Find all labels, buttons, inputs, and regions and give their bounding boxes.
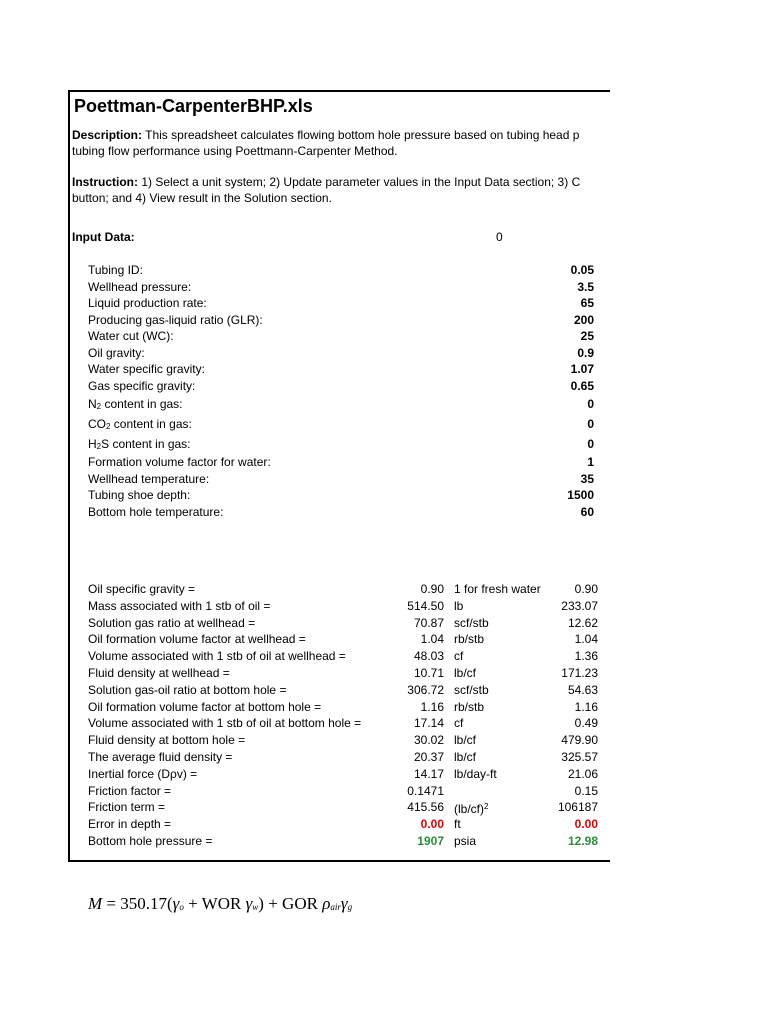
solution-row [88, 615, 610, 632]
input-data-flag: 0 [496, 230, 503, 244]
formula-sub-w: w [252, 902, 259, 912]
solution-value: 0.90 [420, 582, 444, 596]
input-row [88, 295, 598, 312]
input-row [88, 487, 598, 504]
solution-value: 14.17 [413, 766, 444, 781]
solution-unit [454, 682, 489, 698]
input-value[interactable]: 1.07 [570, 362, 594, 376]
solution-label: Fluid density at wellhead = [88, 665, 230, 680]
input-label: Bottom hole temperature: [88, 504, 224, 519]
solution-value-alt: 0.49 [574, 716, 598, 731]
solution-label: Friction factor = [88, 783, 172, 798]
input-label: Producing gas-liquid ratio (GLR): [88, 312, 263, 327]
solution-row [88, 799, 610, 816]
solution-label: Mass associated with 1 stb of oil = [88, 598, 271, 613]
input-label-part: N [88, 397, 97, 411]
solution-unit-text: ft [454, 817, 461, 832]
mass-formula [88, 894, 352, 914]
formula-sub-o: o [179, 902, 184, 912]
solution-unit-text: cf [454, 649, 464, 664]
solution-row [88, 631, 610, 648]
input-label: Wellhead temperature: [88, 471, 210, 486]
input-label: Water specific gravity: [88, 362, 205, 376]
solution-unit-superscript: 2 [484, 802, 489, 812]
solution-value-alt: 0.15 [574, 783, 598, 798]
solution-label: Oil specific gravity = [88, 582, 196, 596]
solution-value-alt: 479.90 [561, 733, 598, 748]
solution-unit [454, 648, 463, 664]
input-value[interactable]: 200 [573, 312, 594, 327]
solution-value-alt: 233.07 [561, 598, 598, 613]
solution-section [88, 581, 610, 850]
input-data-heading: Input Data: [72, 230, 135, 244]
instruction [72, 174, 610, 206]
solution-value: 1.16 [420, 699, 444, 714]
solution-unit-text: lb/cf [454, 749, 477, 764]
solution-row [88, 749, 610, 766]
input-label-subscript: 2 [96, 442, 102, 451]
solution-value: 0.1471 [407, 783, 444, 798]
solution-unit [454, 766, 497, 782]
solution-value: 0.00 [420, 817, 444, 832]
solution-unit-text: lb/cf [454, 733, 477, 748]
instruction-line2: button; and 4) View result in the Solution section. [72, 191, 332, 205]
solution-value-alt: 0.90 [574, 582, 598, 596]
solution-value-alt: 325.57 [561, 749, 598, 764]
input-label: Formation volume factor for water: [88, 455, 271, 469]
input-label-part: content in gas: [101, 397, 183, 411]
solution-unit [454, 732, 476, 748]
solution-value-alt: 1.04 [574, 632, 598, 647]
solution-label: Error in depth = [88, 817, 172, 832]
solution-unit [454, 833, 476, 849]
solution-value-alt: 21.06 [567, 766, 598, 781]
input-data-section [88, 262, 598, 520]
input-label-part: H [88, 437, 97, 451]
input-row [88, 262, 598, 279]
solution-value-alt: 1.16 [574, 699, 598, 714]
solution-label: Fluid density at bottom hole = [88, 733, 246, 748]
input-value[interactable]: 0 [587, 437, 594, 451]
input-value[interactable]: 1500 [567, 488, 594, 502]
solution-unit [454, 598, 463, 614]
input-row [88, 361, 598, 378]
solution-unit-text: rb/stb [454, 632, 485, 647]
input-label-subscript: 2 [96, 402, 102, 411]
description [72, 127, 610, 159]
input-row [88, 454, 598, 471]
solution-unit-text: lb/day-ft [454, 766, 497, 781]
solution-label: Oil formation volume factor at bottom hole = [88, 699, 322, 714]
input-row [88, 312, 598, 329]
input-row [88, 414, 598, 434]
formula-wor: + WOR [183, 894, 246, 913]
solution-value: 48.03 [413, 649, 444, 664]
input-row [88, 394, 598, 414]
solution-row [88, 682, 610, 699]
solution-unit-text: 1 for fresh water [454, 582, 541, 596]
input-label: Tubing shoe depth: [88, 488, 191, 502]
solution-unit-text: cf [454, 716, 464, 731]
solution-label: Volume associated with 1 stb of oil at wellhead = [88, 649, 346, 664]
solution-label: Inertial force (Dρv) = [88, 766, 198, 781]
solution-value: 70.87 [413, 615, 444, 630]
description-line2: tubing flow performance using Poettmann-Carpenter Method. [72, 144, 398, 158]
input-row [88, 328, 598, 345]
solution-row [88, 699, 610, 716]
solution-label: Friction term = [88, 800, 166, 815]
input-label: Liquid production rate: [88, 296, 207, 310]
solution-unit [454, 816, 461, 832]
spreadsheet-page [68, 90, 610, 862]
input-label-part: content in gas: [110, 417, 192, 431]
input-row [88, 345, 598, 362]
input-row [88, 378, 598, 395]
instruction-label: Instruction: [72, 175, 138, 189]
solution-row [88, 816, 610, 833]
solution-unit-text: lb [454, 598, 464, 613]
input-value[interactable]: 0 [587, 417, 594, 431]
solution-unit [454, 615, 489, 631]
input-label-part: CO [88, 417, 106, 431]
solution-unit [454, 631, 484, 647]
description-line1: This spreadsheet calculates flowing bottom hole pressure based on tubing head p [145, 128, 580, 142]
solution-value-alt: 171.23 [561, 665, 598, 680]
input-row [88, 434, 598, 454]
solution-unit-text: lb/cf [454, 665, 477, 680]
sheet-title: Poettman-CarpenterBHP.xls [74, 96, 313, 116]
input-value[interactable]: 35 [580, 471, 594, 486]
description-label: Description: [72, 128, 143, 142]
input-value[interactable]: 60 [580, 504, 594, 519]
solution-unit [454, 581, 541, 597]
input-label: Wellhead pressure: [88, 279, 192, 294]
formula-lhs: M [88, 894, 103, 913]
input-value[interactable]: 65 [580, 296, 594, 310]
solution-value-alt: 0.00 [574, 817, 598, 832]
solution-value: 415.56 [407, 800, 444, 815]
input-value[interactable]: 1 [587, 455, 594, 469]
instruction-line1: 1) Select a unit system; 2) Update parameter values in the Input Data section; 3) C [141, 175, 581, 189]
solution-unit-text: (lb/cf) [454, 802, 484, 817]
solution-unit-text: scf/stb [454, 682, 489, 697]
solution-value: 20.37 [413, 749, 444, 764]
solution-value: 306.72 [407, 682, 444, 697]
input-value[interactable]: 0.9 [577, 345, 594, 360]
solution-row [88, 732, 610, 749]
input-label: Oil gravity: [88, 345, 145, 360]
input-label-subscript: 2 [106, 422, 111, 431]
input-value[interactable]: 0 [587, 397, 594, 411]
solution-row [88, 766, 610, 783]
input-value[interactable]: 25 [580, 329, 594, 343]
solution-value: 10.71 [413, 665, 444, 680]
solution-row [88, 581, 610, 598]
solution-label: Oil formation volume factor at wellhead = [88, 632, 306, 647]
solution-row [88, 833, 610, 850]
input-value[interactable]: 3.5 [577, 279, 594, 294]
formula-gamma-w: γ [245, 894, 253, 913]
solution-label: The average fluid density = [88, 749, 233, 764]
formula-eq: = 350.17( [102, 894, 173, 913]
input-label: Gas specific gravity: [88, 378, 196, 393]
input-value[interactable]: 0.05 [570, 263, 594, 277]
solution-row [88, 665, 610, 682]
solution-unit [454, 749, 476, 765]
formula-gor: ) + GOR [258, 894, 323, 913]
solution-row [88, 715, 610, 732]
solution-unit [454, 715, 463, 731]
solution-label: Bottom hole pressure = [88, 833, 213, 848]
solution-value: 17.14 [413, 716, 444, 731]
solution-unit [454, 799, 488, 817]
formula-gamma-g: γ [340, 894, 348, 913]
formula-sub-air: air [330, 902, 341, 912]
solution-label: Solution gas-oil ratio at bottom hole = [88, 682, 287, 697]
solution-row [88, 648, 610, 665]
solution-row [88, 783, 610, 800]
solution-label: Volume associated with 1 stb of oil at bottom hole = [88, 716, 362, 731]
solution-label: Solution gas ratio at wellhead = [88, 615, 256, 630]
solution-value: 514.50 [407, 598, 444, 613]
solution-value-alt: 106187 [557, 800, 598, 815]
solution-value-alt: 1.36 [574, 649, 598, 664]
solution-value: 1907 [417, 833, 444, 848]
solution-row [88, 598, 610, 615]
solution-unit [454, 665, 476, 681]
input-label-part: S content in gas: [101, 437, 191, 451]
solution-unit-text: rb/stb [454, 699, 485, 714]
input-row [88, 471, 598, 488]
solution-unit-text: scf/stb [454, 615, 489, 630]
solution-value: 1.04 [420, 632, 444, 647]
formula-sub-g: g [347, 902, 353, 912]
input-label: Water cut (WC): [88, 329, 174, 343]
input-value[interactable]: 0.65 [570, 378, 594, 393]
solution-value-alt: 12.62 [567, 615, 598, 630]
input-label: Tubing ID: [88, 263, 143, 277]
formula-gamma-o: γ [172, 894, 180, 913]
solution-value-alt: 54.63 [567, 682, 598, 697]
solution-value-alt: 12.98 [567, 833, 598, 848]
input-row [88, 504, 598, 521]
solution-value: 30.02 [413, 733, 444, 748]
formula-rho: ρ [322, 894, 331, 913]
solution-unit [454, 699, 484, 715]
input-row [88, 279, 598, 296]
solution-unit-text: psia [454, 833, 477, 848]
